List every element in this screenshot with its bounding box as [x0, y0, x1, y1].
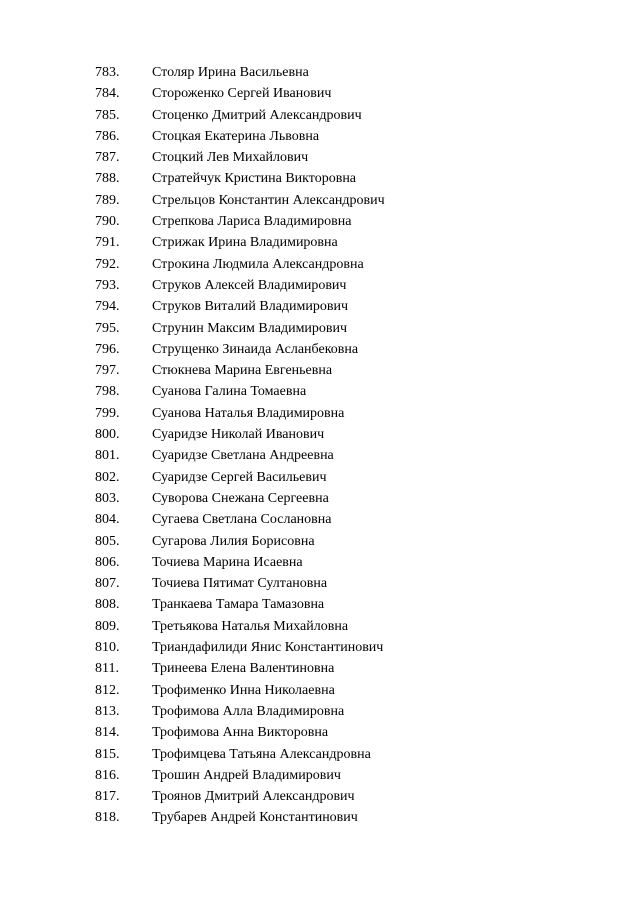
- list-item: [0, 318, 640, 339]
- entry-number: 798.: [95, 384, 120, 400]
- entry-name: Суаридзе Сергей Васильевич: [152, 469, 327, 485]
- entry-name: Трубарев Андрей Константинович: [152, 810, 358, 826]
- list-item: [0, 509, 640, 530]
- entry-name: Третьякова Наталья Михайловна: [152, 618, 349, 634]
- entry-name: Стоцкая Екатерина Львовна: [152, 128, 320, 144]
- entry-name: Стратейчук Кристина Викторовна: [152, 171, 357, 187]
- list-item: [0, 190, 640, 211]
- list-item: [0, 232, 640, 253]
- list-item: [0, 275, 640, 296]
- entry-number: 817.: [95, 789, 120, 805]
- entry-name: Трофименко Инна Николаевна: [152, 682, 335, 698]
- list-item: [0, 488, 640, 509]
- list-item: [0, 403, 640, 424]
- entry-number: 793.: [95, 277, 120, 293]
- entry-name: Стороженко Сергей Иванович: [152, 86, 332, 102]
- entry-number: 811.: [95, 661, 119, 677]
- list-item: [0, 381, 640, 402]
- entry-number: 786.: [95, 128, 120, 144]
- entry-name: Строкина Людмила Александровна: [152, 256, 364, 272]
- entry-name: Суанова Галина Томаевна: [152, 384, 307, 400]
- entry-number: 801.: [95, 448, 120, 464]
- list-item: [0, 168, 640, 189]
- entry-number: 815.: [95, 746, 120, 762]
- entry-name: Трошин Андрей Владимирович: [152, 767, 341, 783]
- list-item: [0, 296, 640, 317]
- entry-name: Стюкнева Марина Евгеньевна: [152, 363, 333, 379]
- entry-number: 810.: [95, 640, 120, 656]
- list-item: [0, 637, 640, 658]
- list-item: [0, 680, 640, 701]
- entry-number: 796.: [95, 341, 120, 357]
- entry-name: Сугаева Светлана Сослановна: [152, 512, 332, 528]
- entry-number: 789.: [95, 192, 120, 208]
- list-item: [0, 254, 640, 275]
- list-item: [0, 147, 640, 168]
- entry-number: 804.: [95, 512, 120, 528]
- entry-number: 795.: [95, 320, 120, 336]
- list-item: [0, 807, 640, 828]
- entry-number: 784.: [95, 86, 120, 102]
- list-item: [0, 339, 640, 360]
- entry-number: 806.: [95, 554, 120, 570]
- entry-name: Трофимцева Татьяна Александровна: [152, 746, 371, 762]
- entry-name: Стрижак Ирина Владимировна: [152, 235, 338, 251]
- list-item: [0, 83, 640, 104]
- entry-number: 805.: [95, 533, 120, 549]
- entry-number: 802.: [95, 469, 120, 485]
- entry-name: Стрельцов Константин Александрович: [152, 192, 385, 208]
- entry-number: 809.: [95, 618, 120, 634]
- entry-number: 794.: [95, 299, 120, 315]
- list-item: [0, 765, 640, 786]
- entry-name: Струщенко Зинаида Асланбековна: [152, 341, 359, 357]
- entry-number: 791.: [95, 235, 120, 251]
- list-item: [0, 445, 640, 466]
- entry-number: 792.: [95, 256, 120, 272]
- entry-name: Столяр Ирина Васильевна: [152, 65, 309, 80]
- entry-name: Струков Алексей Владимирович: [152, 277, 347, 293]
- entry-name: Стоцкий Лев Михайлович: [152, 150, 309, 166]
- entry-name: Трофимова Алла Владимировна: [152, 703, 345, 719]
- entry-name: Трофимова Анна Викторовна: [152, 725, 329, 741]
- entry-number: 808.: [95, 597, 120, 613]
- entry-name: Транкаева Тамара Тамазовна: [152, 597, 325, 613]
- entry-name: Троянов Дмитрий Александрович: [152, 789, 355, 805]
- list-item: [0, 722, 640, 743]
- entry-number: 807.: [95, 576, 120, 592]
- list-item: [0, 744, 640, 765]
- list-item: [0, 424, 640, 445]
- entry-number: 783.: [95, 65, 120, 80]
- list-item: [0, 105, 640, 126]
- entry-name: Суворова Снежана Сергеевна: [152, 490, 329, 506]
- entry-number: 800.: [95, 427, 120, 443]
- entry-number: 818.: [95, 810, 120, 826]
- entry-number: 816.: [95, 767, 120, 783]
- numbered-name-list: [0, 62, 640, 829]
- entry-number: 788.: [95, 171, 120, 187]
- list-item: [0, 616, 640, 637]
- list-item: [0, 786, 640, 807]
- entry-number: 797.: [95, 363, 120, 379]
- list-item: [0, 552, 640, 573]
- list-item: [0, 126, 640, 147]
- list-item: [0, 360, 640, 381]
- entry-name: Стрепкова Лариса Владимировна: [152, 214, 352, 230]
- entry-number: 799.: [95, 405, 120, 421]
- list-item: [0, 701, 640, 722]
- list-item: [0, 573, 640, 594]
- list-item: [0, 658, 640, 679]
- entry-name: Тринеева Елена Валентиновна: [152, 661, 335, 677]
- entry-number: 785.: [95, 107, 120, 123]
- entry-number: 813.: [95, 703, 120, 719]
- entry-number: 814.: [95, 725, 120, 741]
- entry-name: Суаридзе Николай Иванович: [152, 427, 325, 443]
- entry-number: 803.: [95, 490, 120, 506]
- entry-name: Суаридзе Светлана Андреевна: [152, 448, 334, 464]
- entry-name: Точиева Марина Исаевна: [152, 554, 303, 570]
- entry-number: 812.: [95, 682, 120, 698]
- entry-number: 790.: [95, 214, 120, 230]
- entry-name: Суанова Наталья Владимировна: [152, 405, 345, 421]
- entry-name: Струнин Максим Владимирович: [152, 320, 348, 336]
- entry-name: Триандафилиди Янис Константинович: [152, 640, 384, 656]
- entry-number: 787.: [95, 150, 120, 166]
- list-item: [0, 531, 640, 552]
- entry-name: Стоценко Дмитрий Александрович: [152, 107, 362, 123]
- entry-name: Точиева Пятимат Султановна: [152, 576, 328, 592]
- list-item: [0, 467, 640, 488]
- list-item: [0, 62, 640, 83]
- entry-name: Струков Виталий Владимирович: [152, 299, 349, 315]
- list-item: [0, 211, 640, 232]
- list-item: [0, 594, 640, 615]
- entry-name: Сугарова Лилия Борисовна: [152, 533, 315, 549]
